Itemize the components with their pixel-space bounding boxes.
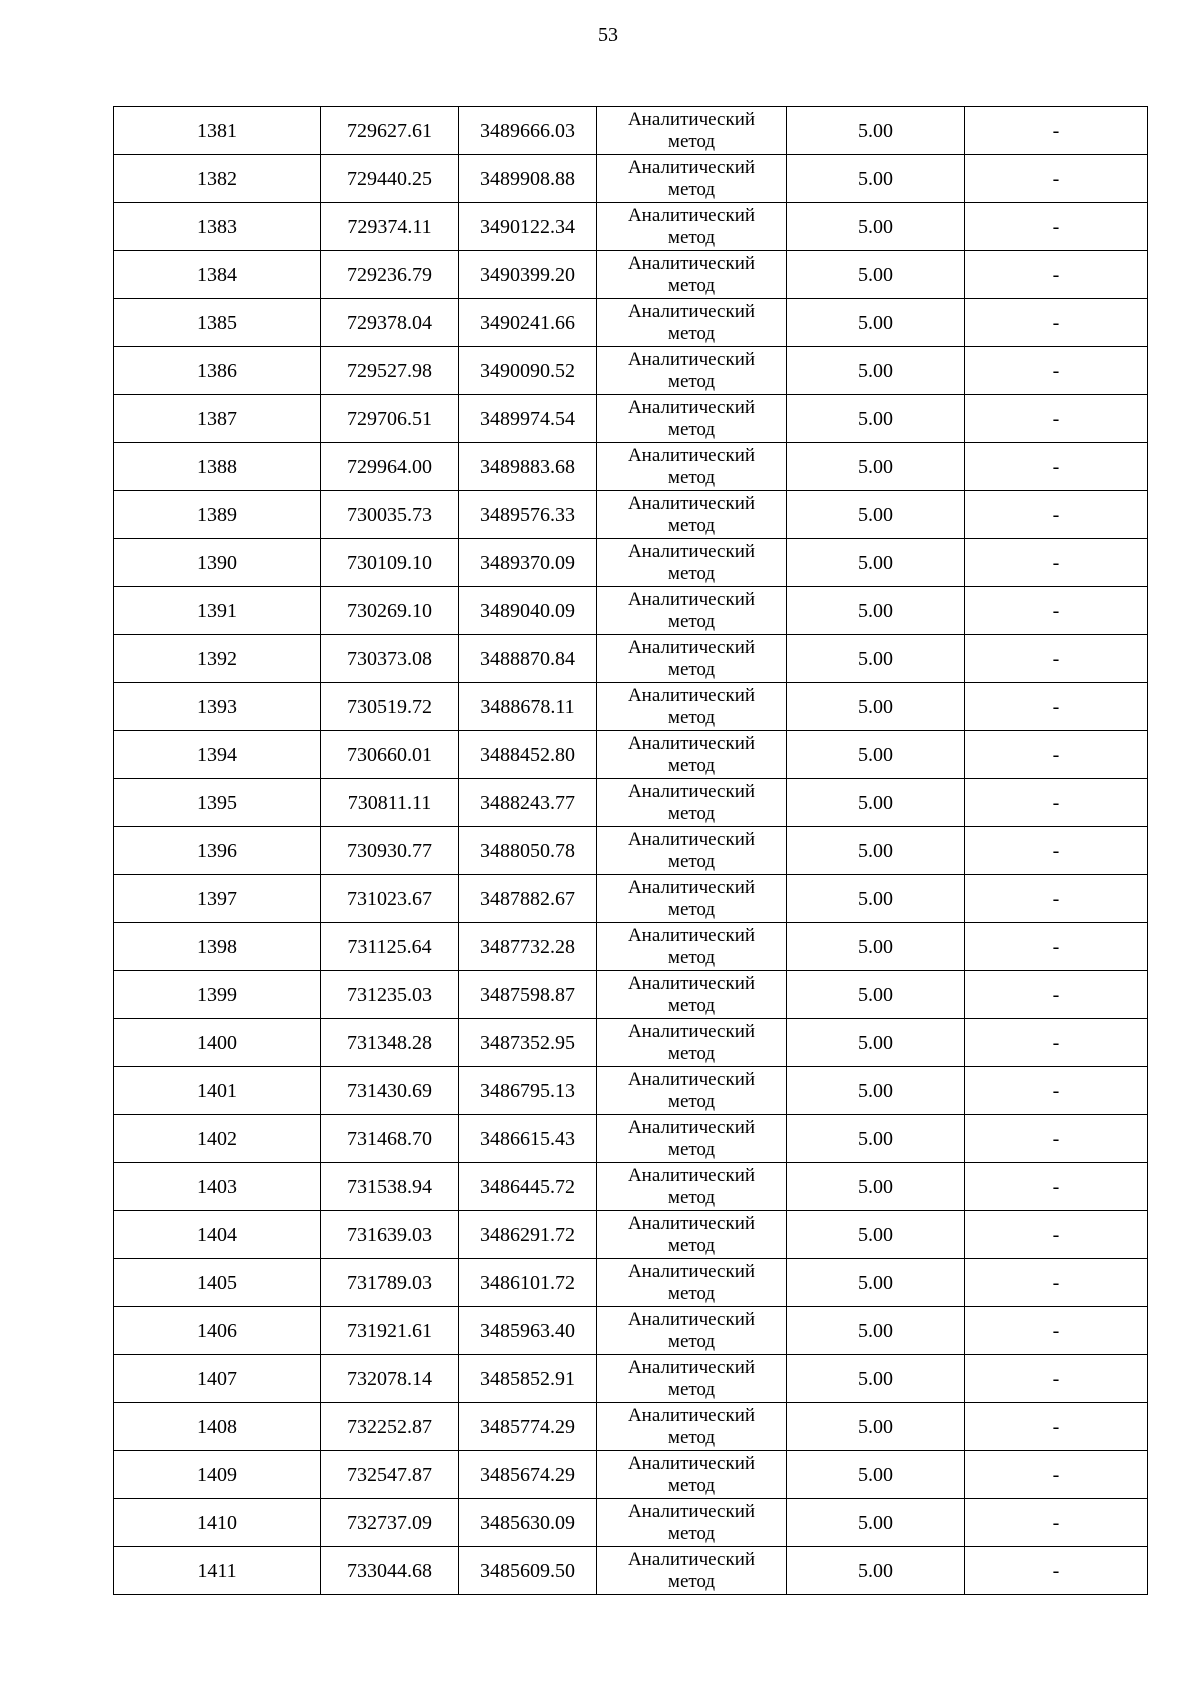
method-cell: [597, 635, 787, 683]
accuracy-cell: 5.00: [787, 443, 965, 491]
accuracy-cell: 5.00: [787, 491, 965, 539]
method-label-line2: метод: [667, 802, 716, 824]
y-coordinate-cell: 3486615.43: [459, 1115, 597, 1163]
method-cell: [597, 539, 787, 587]
method-cell: [597, 155, 787, 203]
point-number-cell: 1398: [114, 923, 321, 971]
point-number-cell: 1404: [114, 1211, 321, 1259]
method-label-line1: Аналитический: [627, 1116, 756, 1138]
x-coordinate-cell: 732547.87: [321, 1451, 459, 1499]
method-label-line1: Аналитический: [627, 204, 756, 226]
y-coordinate-cell: 3488452.80: [459, 731, 597, 779]
method-cell: [597, 1211, 787, 1259]
note-cell: -: [965, 491, 1148, 539]
point-number-cell: 1401: [114, 1067, 321, 1115]
x-coordinate-cell: 729964.00: [321, 443, 459, 491]
method-cell: [597, 683, 787, 731]
method-label-line1: Аналитический: [627, 348, 756, 370]
method-cell: [597, 347, 787, 395]
accuracy-cell: 5.00: [787, 827, 965, 875]
accuracy-cell: 5.00: [787, 395, 965, 443]
y-coordinate-cell: 3489908.88: [459, 155, 597, 203]
table-row: [114, 395, 1148, 443]
point-number-cell: 1388: [114, 443, 321, 491]
accuracy-cell: 5.00: [787, 1115, 965, 1163]
note-cell: -: [965, 539, 1148, 587]
method-cell: [597, 827, 787, 875]
accuracy-cell: 5.00: [787, 779, 965, 827]
note-cell: -: [965, 1451, 1148, 1499]
note-cell: -: [965, 1067, 1148, 1115]
y-coordinate-cell: 3490090.52: [459, 347, 597, 395]
table-row: [114, 1355, 1148, 1403]
method-cell: [597, 251, 787, 299]
point-number-cell: 1407: [114, 1355, 321, 1403]
method-label-line1: Аналитический: [627, 924, 756, 946]
note-cell: -: [965, 155, 1148, 203]
point-number-cell: 1381: [114, 107, 321, 155]
method-label-line1: Аналитический: [627, 396, 756, 418]
point-number-cell: 1393: [114, 683, 321, 731]
y-coordinate-cell: 3485674.29: [459, 1451, 597, 1499]
method-label-line1: Аналитический: [627, 684, 756, 706]
method-label-line1: Аналитический: [627, 588, 756, 610]
y-coordinate-cell: 3490399.20: [459, 251, 597, 299]
x-coordinate-cell: 729378.04: [321, 299, 459, 347]
y-coordinate-cell: 3487352.95: [459, 1019, 597, 1067]
accuracy-cell: 5.00: [787, 1259, 965, 1307]
table-row: [114, 731, 1148, 779]
x-coordinate-cell: 732737.09: [321, 1499, 459, 1547]
method-label-line1: Аналитический: [627, 1500, 756, 1522]
point-number-cell: 1402: [114, 1115, 321, 1163]
method-cell: [597, 1019, 787, 1067]
method-label-line2: метод: [667, 1186, 716, 1208]
x-coordinate-cell: 729440.25: [321, 155, 459, 203]
x-coordinate-cell: 731639.03: [321, 1211, 459, 1259]
x-coordinate-cell: 730109.10: [321, 539, 459, 587]
method-label-line2: метод: [667, 898, 716, 920]
accuracy-cell: 5.00: [787, 1307, 965, 1355]
x-coordinate-cell: 731538.94: [321, 1163, 459, 1211]
method-cell: [597, 875, 787, 923]
method-cell: [597, 1355, 787, 1403]
x-coordinate-cell: 731023.67: [321, 875, 459, 923]
note-cell: -: [965, 203, 1148, 251]
table-row: [114, 635, 1148, 683]
method-label-line2: метод: [667, 850, 716, 872]
y-coordinate-cell: 3488243.77: [459, 779, 597, 827]
method-label-line1: Аналитический: [627, 492, 756, 514]
accuracy-cell: 5.00: [787, 923, 965, 971]
note-cell: -: [965, 875, 1148, 923]
method-label-line2: метод: [667, 994, 716, 1016]
point-number-cell: 1391: [114, 587, 321, 635]
accuracy-cell: 5.00: [787, 587, 965, 635]
point-number-cell: 1397: [114, 875, 321, 923]
method-label-line1: Аналитический: [627, 972, 756, 994]
point-number-cell: 1406: [114, 1307, 321, 1355]
point-number-cell: 1405: [114, 1259, 321, 1307]
method-label-line1: Аналитический: [627, 1308, 756, 1330]
point-number-cell: 1392: [114, 635, 321, 683]
method-label-line1: Аналитический: [627, 540, 756, 562]
y-coordinate-cell: 3489666.03: [459, 107, 597, 155]
point-number-cell: 1384: [114, 251, 321, 299]
table-row: [114, 1547, 1148, 1595]
y-coordinate-cell: 3488870.84: [459, 635, 597, 683]
note-cell: -: [965, 1355, 1148, 1403]
method-label-line1: Аналитический: [627, 780, 756, 802]
method-label-line1: Аналитический: [627, 1356, 756, 1378]
note-cell: -: [965, 1163, 1148, 1211]
accuracy-cell: 5.00: [787, 155, 965, 203]
method-cell: [597, 443, 787, 491]
table-row: [114, 1451, 1148, 1499]
method-cell: [597, 491, 787, 539]
accuracy-cell: 5.00: [787, 1019, 965, 1067]
accuracy-cell: 5.00: [787, 1067, 965, 1115]
method-label-line2: метод: [667, 610, 716, 632]
method-label-line2: метод: [667, 946, 716, 968]
method-label-line2: метод: [667, 466, 716, 488]
x-coordinate-cell: 731348.28: [321, 1019, 459, 1067]
accuracy-cell: 5.00: [787, 1547, 965, 1595]
method-label-line2: метод: [667, 1474, 716, 1496]
x-coordinate-cell: 729627.61: [321, 107, 459, 155]
x-coordinate-cell: 729374.11: [321, 203, 459, 251]
table-row: [114, 251, 1148, 299]
method-label-line1: Аналитический: [627, 252, 756, 274]
table-row: [114, 1307, 1148, 1355]
y-coordinate-cell: 3485609.50: [459, 1547, 597, 1595]
method-label-line2: метод: [667, 1090, 716, 1112]
note-cell: -: [965, 347, 1148, 395]
method-label-line2: метод: [667, 130, 716, 152]
y-coordinate-cell: 3487732.28: [459, 923, 597, 971]
accuracy-cell: 5.00: [787, 875, 965, 923]
note-cell: -: [965, 683, 1148, 731]
table-row: [114, 491, 1148, 539]
method-label-line2: метод: [667, 1570, 716, 1592]
point-number-cell: 1400: [114, 1019, 321, 1067]
y-coordinate-cell: 3486445.72: [459, 1163, 597, 1211]
point-number-cell: 1383: [114, 203, 321, 251]
table-body: [114, 107, 1148, 1595]
note-cell: -: [965, 299, 1148, 347]
y-coordinate-cell: 3488050.78: [459, 827, 597, 875]
accuracy-cell: 5.00: [787, 539, 965, 587]
page-number: 53: [598, 24, 618, 46]
point-number-cell: 1399: [114, 971, 321, 1019]
y-coordinate-cell: 3489974.54: [459, 395, 597, 443]
method-label-line2: метод: [667, 418, 716, 440]
y-coordinate-cell: 3485963.40: [459, 1307, 597, 1355]
method-cell: [597, 1547, 787, 1595]
accuracy-cell: 5.00: [787, 1211, 965, 1259]
table-row: [114, 107, 1148, 155]
x-coordinate-cell: 731921.61: [321, 1307, 459, 1355]
note-cell: -: [965, 1499, 1148, 1547]
note-cell: -: [965, 1307, 1148, 1355]
method-cell: [597, 395, 787, 443]
method-label-line2: метод: [667, 754, 716, 776]
method-cell: [597, 107, 787, 155]
accuracy-cell: 5.00: [787, 1403, 965, 1451]
method-cell: [597, 971, 787, 1019]
x-coordinate-cell: 730811.11: [321, 779, 459, 827]
accuracy-cell: 5.00: [787, 1499, 965, 1547]
point-number-cell: 1387: [114, 395, 321, 443]
method-label-line1: Аналитический: [627, 108, 756, 130]
method-label-line2: метод: [667, 226, 716, 248]
point-number-cell: 1382: [114, 155, 321, 203]
table-row: [114, 1019, 1148, 1067]
table-row: [114, 923, 1148, 971]
y-coordinate-cell: 3489370.09: [459, 539, 597, 587]
accuracy-cell: 5.00: [787, 1355, 965, 1403]
y-coordinate-cell: 3489883.68: [459, 443, 597, 491]
x-coordinate-cell: 733044.68: [321, 1547, 459, 1595]
method-label-line1: Аналитический: [627, 300, 756, 322]
method-cell: [597, 779, 787, 827]
method-label-line1: Аналитический: [627, 1068, 756, 1090]
method-cell: [597, 923, 787, 971]
note-cell: -: [965, 587, 1148, 635]
method-cell: [597, 1403, 787, 1451]
method-label-line1: Аналитический: [627, 1548, 756, 1570]
table-row: [114, 443, 1148, 491]
table-row: [114, 1403, 1148, 1451]
method-label-line2: метод: [667, 1378, 716, 1400]
x-coordinate-cell: 730269.10: [321, 587, 459, 635]
table-row: [114, 827, 1148, 875]
method-label-line2: метод: [667, 1282, 716, 1304]
accuracy-cell: 5.00: [787, 971, 965, 1019]
accuracy-cell: 5.00: [787, 683, 965, 731]
y-coordinate-cell: 3487598.87: [459, 971, 597, 1019]
point-number-cell: 1396: [114, 827, 321, 875]
method-label-line1: Аналитический: [627, 876, 756, 898]
point-number-cell: 1395: [114, 779, 321, 827]
table-row: [114, 1115, 1148, 1163]
point-number-cell: 1409: [114, 1451, 321, 1499]
method-label-line1: Аналитический: [627, 1260, 756, 1282]
method-label-line1: Аналитический: [627, 444, 756, 466]
note-cell: -: [965, 635, 1148, 683]
method-label-line2: метод: [667, 562, 716, 584]
table-row: [114, 683, 1148, 731]
y-coordinate-cell: 3487882.67: [459, 875, 597, 923]
method-cell: [597, 203, 787, 251]
point-number-cell: 1410: [114, 1499, 321, 1547]
point-number-cell: 1385: [114, 299, 321, 347]
accuracy-cell: 5.00: [787, 731, 965, 779]
y-coordinate-cell: 3486291.72: [459, 1211, 597, 1259]
table-row: [114, 203, 1148, 251]
accuracy-cell: 5.00: [787, 107, 965, 155]
accuracy-cell: 5.00: [787, 1451, 965, 1499]
method-label-line2: метод: [667, 706, 716, 728]
point-number-cell: 1411: [114, 1547, 321, 1595]
x-coordinate-cell: 731235.03: [321, 971, 459, 1019]
accuracy-cell: 5.00: [787, 203, 965, 251]
point-number-cell: 1403: [114, 1163, 321, 1211]
method-label-line1: Аналитический: [627, 636, 756, 658]
method-label-line2: метод: [667, 274, 716, 296]
method-label-line2: метод: [667, 178, 716, 200]
method-cell: [597, 1499, 787, 1547]
x-coordinate-cell: 731125.64: [321, 923, 459, 971]
x-coordinate-cell: 730373.08: [321, 635, 459, 683]
method-label-line2: метод: [667, 514, 716, 536]
point-number-cell: 1389: [114, 491, 321, 539]
x-coordinate-cell: 729527.98: [321, 347, 459, 395]
method-cell: [597, 1451, 787, 1499]
method-label-line2: метод: [667, 658, 716, 680]
coordinates-table: [113, 106, 1148, 1595]
note-cell: -: [965, 1211, 1148, 1259]
note-cell: -: [965, 779, 1148, 827]
note-cell: -: [965, 1019, 1148, 1067]
point-number-cell: 1390: [114, 539, 321, 587]
point-number-cell: 1386: [114, 347, 321, 395]
table-row: [114, 587, 1148, 635]
x-coordinate-cell: 729236.79: [321, 251, 459, 299]
x-coordinate-cell: 730035.73: [321, 491, 459, 539]
method-label-line2: метод: [667, 322, 716, 344]
method-label-line1: Аналитический: [627, 1164, 756, 1186]
note-cell: -: [965, 1115, 1148, 1163]
method-label-line2: метод: [667, 1042, 716, 1064]
table-row: [114, 1163, 1148, 1211]
table-row: [114, 155, 1148, 203]
y-coordinate-cell: 3490241.66: [459, 299, 597, 347]
method-label-line1: Аналитический: [627, 1212, 756, 1234]
method-cell: [597, 1115, 787, 1163]
accuracy-cell: 5.00: [787, 299, 965, 347]
method-label-line1: Аналитический: [627, 1404, 756, 1426]
y-coordinate-cell: 3489040.09: [459, 587, 597, 635]
method-cell: [597, 1307, 787, 1355]
table-row: [114, 1499, 1148, 1547]
table-row: [114, 539, 1148, 587]
x-coordinate-cell: 731430.69: [321, 1067, 459, 1115]
y-coordinate-cell: 3486795.13: [459, 1067, 597, 1115]
accuracy-cell: 5.00: [787, 347, 965, 395]
note-cell: -: [965, 251, 1148, 299]
method-label-line1: Аналитический: [627, 828, 756, 850]
note-cell: -: [965, 1259, 1148, 1307]
y-coordinate-cell: 3486101.72: [459, 1259, 597, 1307]
y-coordinate-cell: 3488678.11: [459, 683, 597, 731]
note-cell: -: [965, 731, 1148, 779]
accuracy-cell: 5.00: [787, 251, 965, 299]
accuracy-cell: 5.00: [787, 1163, 965, 1211]
note-cell: -: [965, 395, 1148, 443]
method-cell: [597, 587, 787, 635]
accuracy-cell: 5.00: [787, 635, 965, 683]
x-coordinate-cell: 731789.03: [321, 1259, 459, 1307]
x-coordinate-cell: 729706.51: [321, 395, 459, 443]
method-label-line1: Аналитический: [627, 732, 756, 754]
table-row: [114, 1067, 1148, 1115]
x-coordinate-cell: 732252.87: [321, 1403, 459, 1451]
y-coordinate-cell: 3485774.29: [459, 1403, 597, 1451]
point-number-cell: 1408: [114, 1403, 321, 1451]
note-cell: -: [965, 827, 1148, 875]
method-label-line1: Аналитический: [627, 1452, 756, 1474]
note-cell: -: [965, 107, 1148, 155]
method-label-line2: метод: [667, 1330, 716, 1352]
table-row: [114, 971, 1148, 1019]
method-cell: [597, 1067, 787, 1115]
x-coordinate-cell: 730660.01: [321, 731, 459, 779]
method-label-line1: Аналитический: [627, 156, 756, 178]
table-row: [114, 347, 1148, 395]
method-cell: [597, 1259, 787, 1307]
table-row: [114, 1259, 1148, 1307]
y-coordinate-cell: 3485852.91: [459, 1355, 597, 1403]
x-coordinate-cell: 732078.14: [321, 1355, 459, 1403]
method-cell: [597, 1163, 787, 1211]
note-cell: -: [965, 1547, 1148, 1595]
x-coordinate-cell: 730519.72: [321, 683, 459, 731]
note-cell: -: [965, 971, 1148, 1019]
table-row: [114, 1211, 1148, 1259]
method-cell: [597, 299, 787, 347]
table-row: [114, 299, 1148, 347]
method-label-line2: метод: [667, 1138, 716, 1160]
method-label-line1: Аналитический: [627, 1020, 756, 1042]
point-number-cell: 1394: [114, 731, 321, 779]
note-cell: -: [965, 923, 1148, 971]
note-cell: -: [965, 1403, 1148, 1451]
method-cell: [597, 731, 787, 779]
table-row: [114, 779, 1148, 827]
note-cell: -: [965, 443, 1148, 491]
y-coordinate-cell: 3490122.34: [459, 203, 597, 251]
method-label-line2: метод: [667, 370, 716, 392]
method-label-line2: метод: [667, 1426, 716, 1448]
method-label-line2: метод: [667, 1234, 716, 1256]
x-coordinate-cell: 731468.70: [321, 1115, 459, 1163]
x-coordinate-cell: 730930.77: [321, 827, 459, 875]
y-coordinate-cell: 3489576.33: [459, 491, 597, 539]
y-coordinate-cell: 3485630.09: [459, 1499, 597, 1547]
method-label-line2: метод: [667, 1522, 716, 1544]
table-row: [114, 875, 1148, 923]
